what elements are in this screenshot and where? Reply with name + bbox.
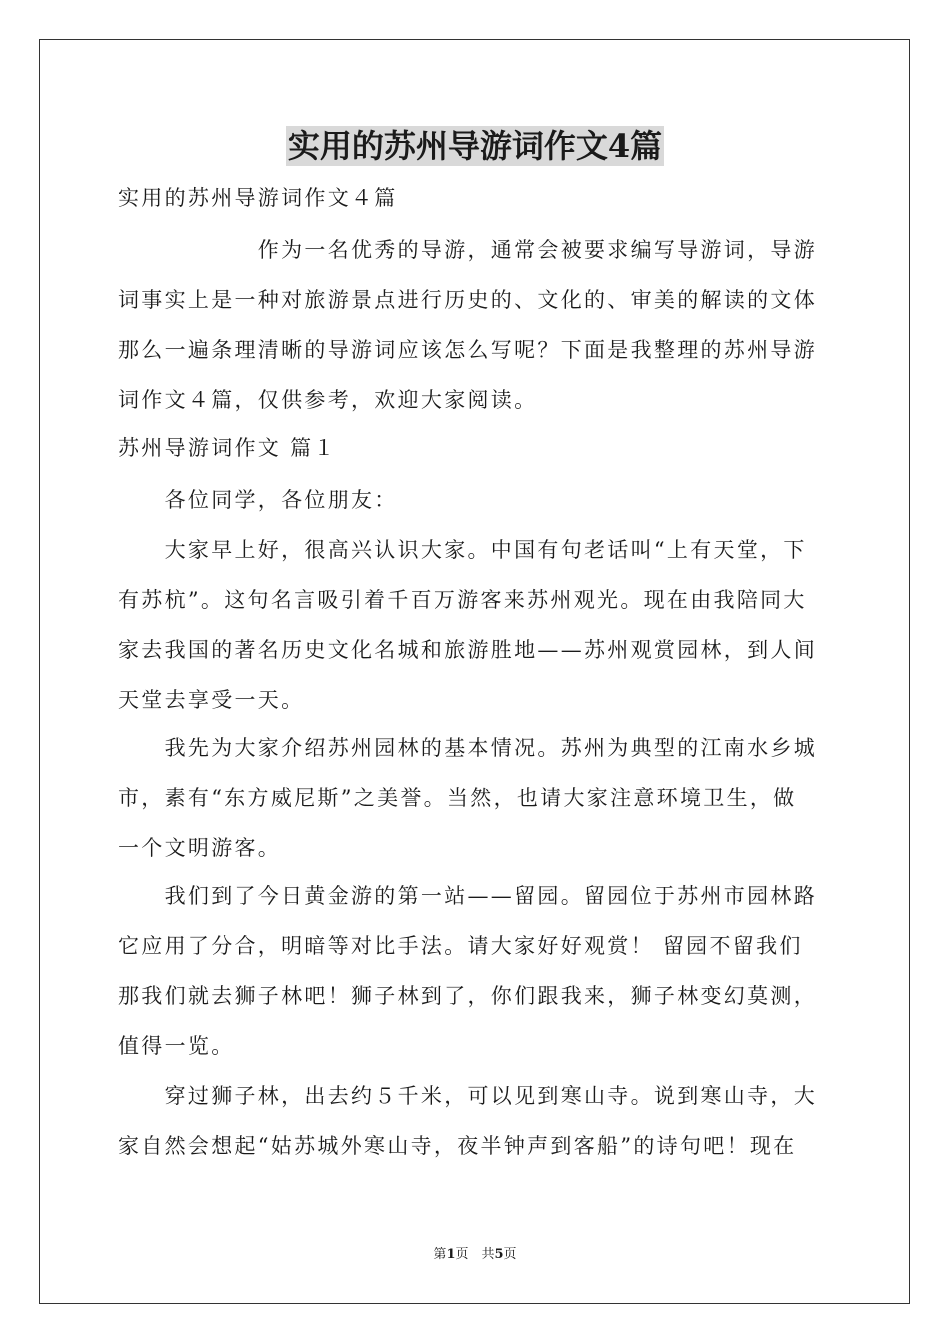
body-line: 它应用了分合，明暗等对比手法。请大家好好观赏！ 留园不留我们 — [118, 934, 803, 958]
body-line: 那我们就去狮子林吧！狮子林到了，你们跟我来，狮子林变幻莫测， — [118, 984, 817, 1008]
footer-prefix: 第 — [433, 1247, 447, 1262]
page-border — [39, 39, 910, 1304]
intro-line-2: 词事实上是一种对旅游景点进行历史的、文化的、审美的解读的文体 — [118, 288, 817, 312]
body-line: 家去我国的著名历史文化名城和旅游胜地——苏州观赏园林，到人间 — [118, 638, 817, 662]
body-line-greeting: 各位同学，各位朋友： — [118, 488, 398, 512]
intro-line-3: 那么一遍条理清晰的导游词应该怎么写呢？下面是我整理的苏州导游 — [118, 338, 817, 362]
body-line: 穿过狮子林，出去约５千米，可以见到寒山寺。说到寒山寺，大 — [118, 1084, 817, 1108]
document-title: 实用的苏州导游词作文4篇 — [287, 127, 663, 165]
footer-current-page: 1 — [446, 1247, 456, 1262]
body-line: 大家早上好，很高兴认识大家。中国有句老话叫“上有天堂，下 — [118, 538, 807, 562]
body-line: 市，素有“东方威尼斯”之美誉。当然，也请大家注意环境卫生，做 — [118, 786, 797, 810]
section-heading: 苏州导游词作文 篇１ — [118, 436, 337, 460]
footer-suffix: 页 — [503, 1247, 517, 1262]
body-line: 我们到了今日黄金游的第一站——留园。留园位于苏州市园林路 — [118, 884, 817, 908]
body-line: 有苏杭”。这句名言吸引着千百万游客来苏州观光。现在由我陪同大 — [118, 588, 807, 612]
body-line: 我先为大家介绍苏州园林的基本情况。苏州为典型的江南水乡城 — [118, 736, 817, 760]
body-line: 天堂去享受一天。 — [118, 688, 305, 712]
footer-mid: 页 共 — [455, 1247, 495, 1262]
title-wrap — [0, 126, 950, 166]
intro-line-1: 作为一名优秀的导游，通常会被要求编写导游词，导游 — [118, 238, 817, 262]
page-footer — [0, 1246, 950, 1264]
body-line: 家自然会想起“姑苏城外寒山寺，夜半钟声到客船”的诗句吧！现在 — [118, 1134, 797, 1158]
body-line: 值得一览。 — [118, 1034, 235, 1058]
footer-total-pages: 5 — [494, 1247, 504, 1262]
subtitle-line: 实用的苏州导游词作文４篇 — [118, 186, 398, 210]
body-line: 一个文明游客。 — [118, 836, 282, 860]
intro-line-4: 词作文４篇，仅供参考，欢迎大家阅读。 — [118, 388, 538, 412]
